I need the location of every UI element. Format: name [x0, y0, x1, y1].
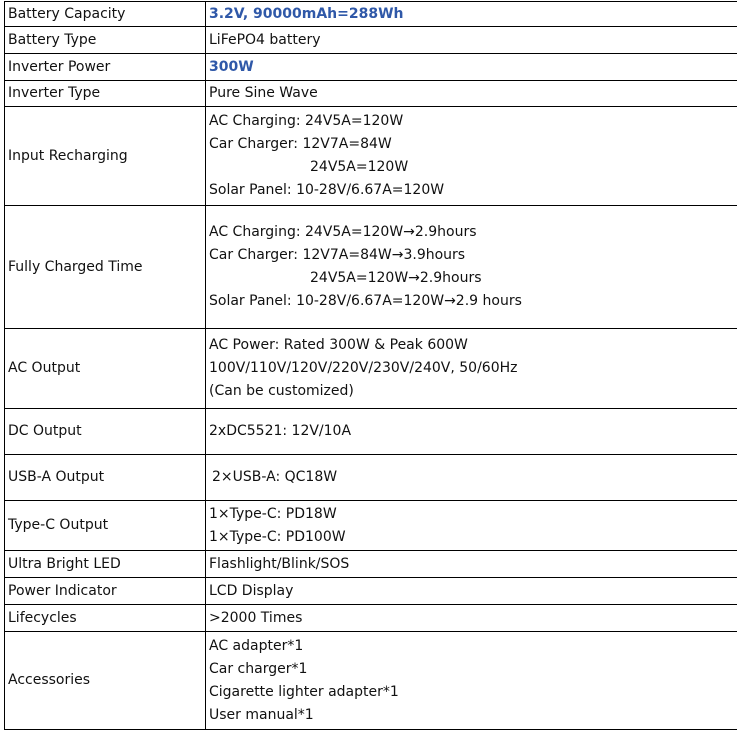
row-label-lifecycles: Lifecycles	[5, 605, 206, 632]
value-line: Flashlight/Blink/SOS	[209, 553, 737, 576]
row-label-battery-type: Battery Type	[5, 27, 206, 54]
value-line: Cigarette lighter adapter*1	[209, 681, 737, 704]
value-line: AC Power: Rated 300W & Peak 600W	[209, 334, 737, 357]
row-label-dc-output: DC Output	[5, 409, 206, 455]
value-line: Pure Sine Wave	[209, 82, 737, 105]
row-label-inverter-power: Inverter Power	[5, 54, 206, 81]
value-line: Car Charger: 12V7A=84W	[209, 133, 737, 156]
row-label-power-indicator: Power Indicator	[5, 578, 206, 605]
table-row	[5, 27, 737, 54]
table-row	[5, 107, 737, 206]
value-line: AC Charging: 24V5A=120W→2.9hours	[209, 221, 737, 244]
table-row	[5, 329, 737, 409]
row-value-inverter-type	[206, 81, 737, 107]
row-value-inverter-power	[206, 54, 737, 81]
row-label-accessories: Accessories	[5, 632, 206, 730]
row-label-fully-charged-time: Fully Charged Time	[5, 206, 206, 329]
table-row	[5, 551, 737, 578]
row-value-power-indicator	[206, 578, 737, 605]
row-value-fully-charged-time	[206, 206, 737, 329]
value-line: 100V/110V/120V/220V/230V/240V, 50/60Hz	[209, 357, 737, 380]
row-label-battery-capacity: Battery Capacity	[5, 2, 206, 27]
table-row	[5, 632, 737, 730]
table-row	[5, 409, 737, 455]
value-line: 24V5A=120W→2.9hours	[209, 267, 737, 290]
row-value-accessories	[206, 632, 737, 730]
value-line: LiFePO4 battery	[209, 29, 737, 52]
row-value-lifecycles	[206, 605, 737, 632]
row-value-ac-output	[206, 329, 737, 409]
row-label-ac-output: AC Output	[5, 329, 206, 409]
value-line: 1×Type-C: PD100W	[209, 526, 737, 549]
table-row	[5, 81, 737, 107]
row-value-battery-capacity	[206, 2, 737, 27]
row-value-battery-type	[206, 27, 737, 54]
value-line: Car charger*1	[209, 658, 737, 681]
value-line: Solar Panel: 10-28V/6.67A=120W	[209, 179, 737, 202]
value-line: 2×USB-A: QC18W	[209, 466, 737, 489]
value-line: AC adapter*1	[209, 635, 737, 658]
value-line: Car Charger: 12V7A=84W→3.9hours	[209, 244, 737, 267]
value-line: 1×Type-C: PD18W	[209, 503, 737, 526]
value-line: AC Charging: 24V5A=120W	[209, 110, 737, 133]
value-line: 300W	[209, 56, 737, 79]
row-value-usb-a-output	[206, 455, 737, 501]
row-label-type-c-output: Type-C Output	[5, 501, 206, 551]
value-line: Solar Panel: 10-28V/6.67A=120W→2.9 hours	[209, 290, 737, 313]
row-label-usb-a-output: USB-A Output	[5, 455, 206, 501]
value-line: 3.2V, 90000mAh=288Wh	[209, 3, 737, 26]
row-label-input-recharging: Input Recharging	[5, 107, 206, 206]
row-value-input-recharging	[206, 107, 737, 206]
table-row	[5, 578, 737, 605]
table-row	[5, 2, 737, 27]
value-line: (Can be customized)	[209, 380, 737, 403]
table-row	[5, 501, 737, 551]
row-label-ultra-bright-led: Ultra Bright LED	[5, 551, 206, 578]
value-line: 2xDC5521: 12V/10A	[209, 420, 737, 443]
table-row	[5, 455, 737, 501]
row-label-inverter-type: Inverter Type	[5, 81, 206, 107]
table-row	[5, 605, 737, 632]
table-row	[5, 206, 737, 329]
value-line: User manual*1	[209, 704, 737, 727]
row-value-dc-output	[206, 409, 737, 455]
value-line: >2000 Times	[209, 607, 737, 630]
row-value-type-c-output	[206, 501, 737, 551]
table-row	[5, 54, 737, 81]
specification-table	[4, 1, 737, 730]
value-line: 24V5A=120W	[209, 156, 737, 179]
value-line: LCD Display	[209, 580, 737, 603]
row-value-ultra-bright-led	[206, 551, 737, 578]
